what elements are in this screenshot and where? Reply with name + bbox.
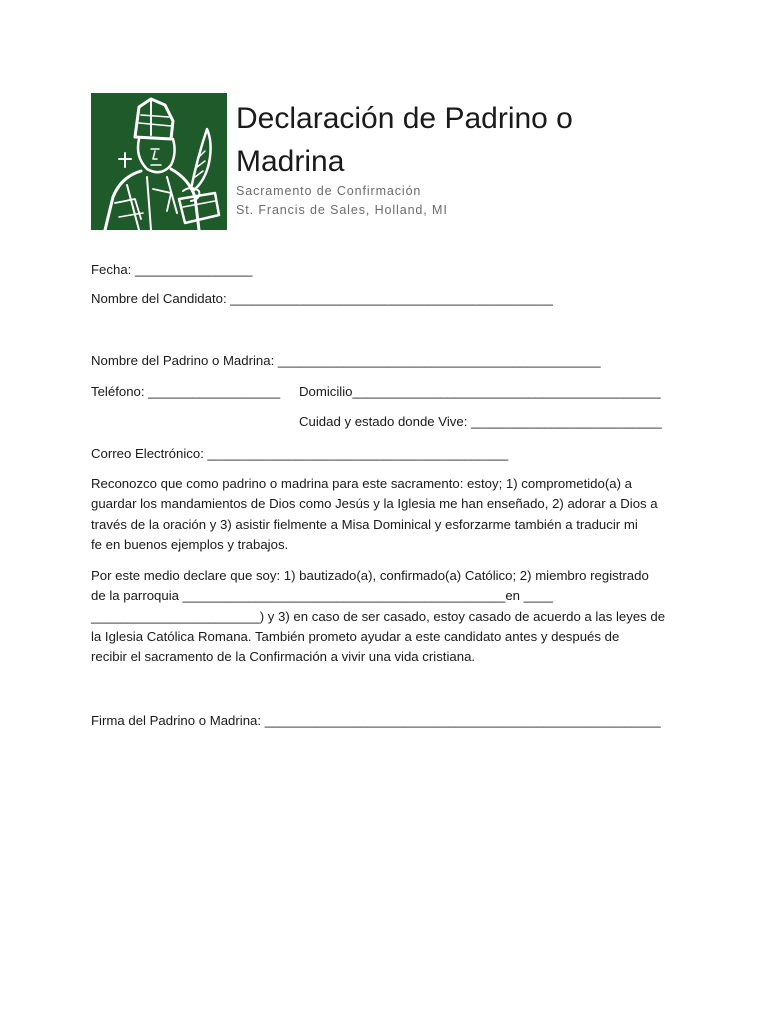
paragraph-line: _______________________) y 3) en caso de ser casado, estoy casado de acuerdo a las leyes de: [91, 608, 666, 624]
commitment-paragraph: [91, 474, 683, 555]
title-line-2: Madrina: [236, 145, 345, 178]
paragraph-line: Reconozco que como padrino o madrina para este sacramento: estoy; 1) comprometido(a) a: [91, 476, 632, 491]
paragraph-line: guardar los mandamientos de Dios como Jesús y la Iglesia me han enseñado, 2) adorar a Dios a: [91, 496, 658, 512]
subtitle-sacrament: Sacramento de Confirmación: [236, 184, 422, 198]
paragraph-line: la Iglesia Católica Romana. También prometo ayudar a este candidato antes y después de: [91, 628, 620, 644]
field-firma[interactable]: Firma del Padrino o Madrina: ______________________________________________________: [91, 713, 661, 728]
parish-logo: [91, 93, 227, 230]
paragraph-line: recibir el sacramento de la Confirmación a vivir una vida cristiana.: [91, 649, 476, 665]
field-telefono[interactable]: Teléfono: __________________: [91, 384, 281, 399]
field-domicilio[interactable]: Domicilio__________________________________________: [299, 384, 661, 399]
field-correo[interactable]: Correo Electrónico: _________________________________________: [91, 446, 509, 461]
page-title: [236, 97, 656, 183]
saint-bishop-with-quill-icon: [91, 93, 227, 230]
field-fecha[interactable]: Fecha: ________________: [91, 262, 253, 277]
paragraph-line: de la parroquia ____________________________________________en ____: [91, 588, 554, 604]
paragraph-line: través de la oración y 3) asistir fielmente a Misa Dominical y esforzarme también a traducir mi: [91, 516, 638, 532]
subtitle-parish: St. Francis de Sales, Holland, MI: [236, 203, 448, 217]
field-ciudad[interactable]: Cuidad y estado donde Vive: __________________________: [299, 414, 662, 429]
title-line-1: Declaración de Padrino o: [236, 102, 573, 135]
field-padrino[interactable]: Nombre del Padrino o Madrina: ____________________________________________: [91, 353, 601, 368]
field-candidato[interactable]: Nombre del Candidato: ____________________________________________: [91, 291, 553, 306]
declaration-paragraph: [91, 566, 683, 667]
subtitle: [236, 182, 448, 220]
paragraph-line: fe en buenos ejemplos y trabajos.: [91, 536, 289, 552]
paragraph-line: Por este medio declare que soy: 1) bautizado(a), confirmado(a) Católico; 2) miembro registrado: [91, 568, 649, 583]
